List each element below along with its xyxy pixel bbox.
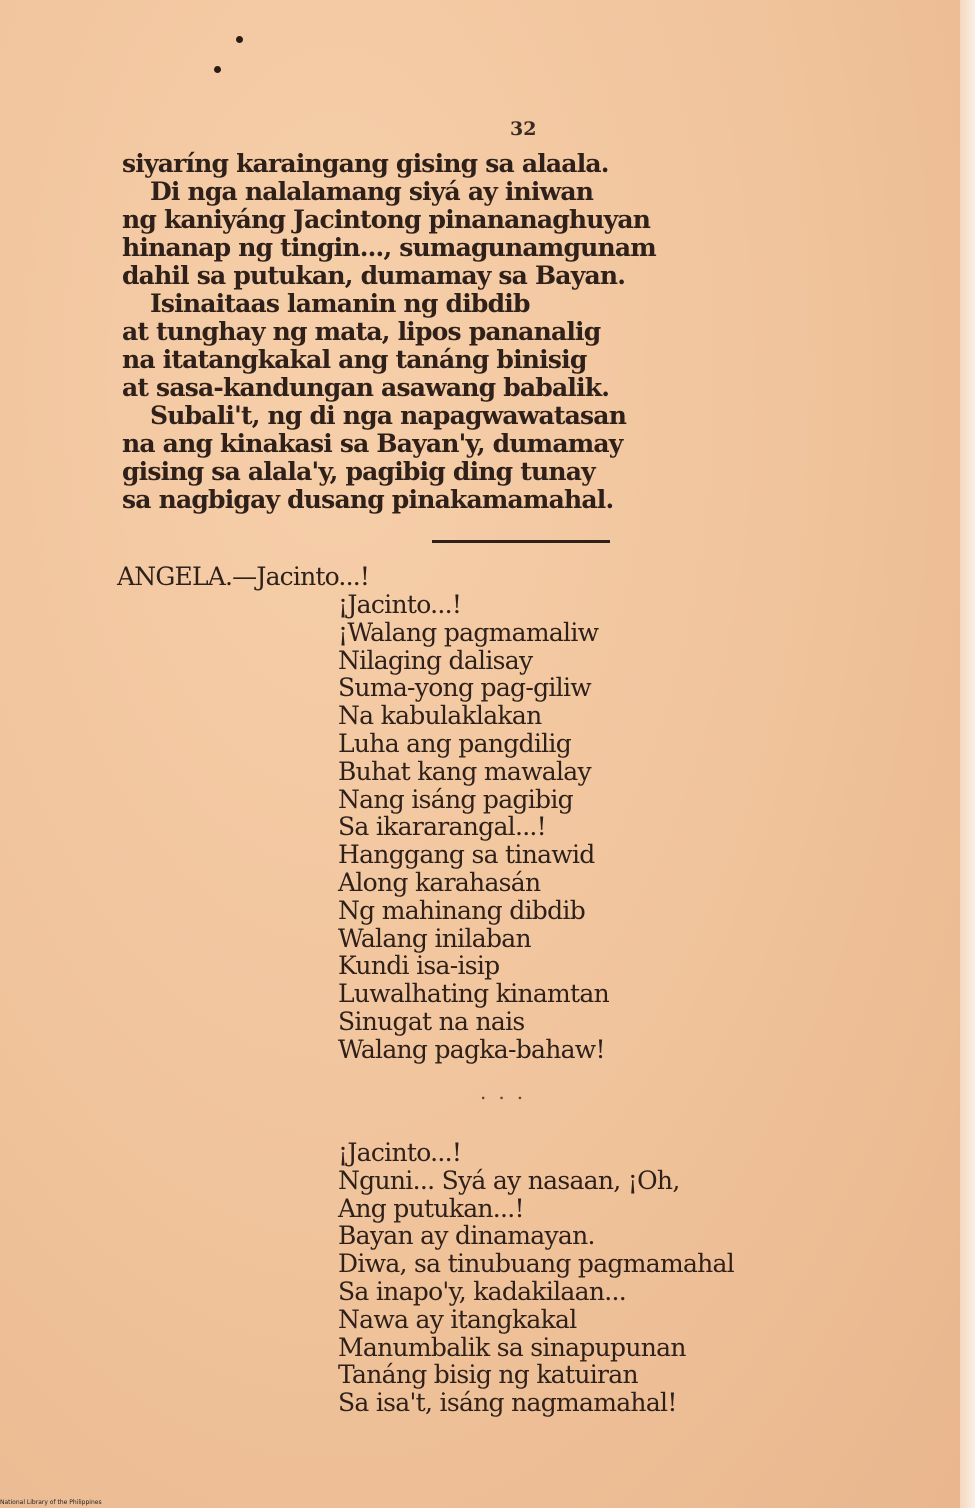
page-edge xyxy=(960,0,975,1508)
verse-line: Sa ikararangal...! xyxy=(338,812,547,842)
ink-spot xyxy=(214,66,221,73)
verse-line: Luwalhating kinamtan xyxy=(338,979,610,1009)
verse-line: ¡Jacinto...! xyxy=(338,1138,462,1167)
prose-line: Isinaitaas lamanin ng dibdib xyxy=(150,289,530,318)
page-number: 32 xyxy=(510,118,537,140)
speaker-line: ANGELA.—Jacinto...! xyxy=(117,562,370,591)
verse-line: Diwa, sa tinubuang pagmamahal xyxy=(338,1249,735,1279)
verse-line: Along karahasán xyxy=(338,867,541,897)
verse-stanza-2 xyxy=(338,1139,734,1417)
verse-line: Buhat kang mawalay xyxy=(338,756,591,786)
verse-line: Hanggang sa tinawid xyxy=(338,840,595,870)
verse-line: Ng mahinang dibdib xyxy=(338,895,585,925)
verse-line: Suma-yong pag-giliw xyxy=(338,673,591,703)
verse-line: ¡Walang pagmamaliw xyxy=(338,617,599,647)
prose-line: siyaríng karaingang gising sa alaala. xyxy=(122,149,609,178)
prose-line: hinanap ng tingin..., sumagunamgunam xyxy=(122,233,656,262)
verse-line: Tanáng bisig ng katuiran xyxy=(338,1360,638,1390)
verse-line: Nguni... Syá ay nasaan, ¡Oh, xyxy=(338,1165,680,1195)
verse-line: Nilaging dalisay xyxy=(338,645,533,675)
verse-line: Luha ang pangdilig xyxy=(338,728,572,758)
prose-line: at tunghay ng mata, lipos pananalig xyxy=(122,317,601,346)
stanza-ellipsis: ... xyxy=(480,1080,536,1104)
prose-line: dahil sa putukan, dumamay sa Bayan. xyxy=(122,261,626,290)
ink-spot xyxy=(236,36,243,43)
verse-line: Walang pagka-bahaw! xyxy=(338,1034,605,1064)
prose-line: ng kaniyáng Jacintong pinananaghuyan xyxy=(122,205,651,234)
prose-line: na ang kinakasi sa Bayan'y, dumamay xyxy=(122,429,623,458)
verse-line: Nawa ay itangkakal xyxy=(338,1304,577,1334)
prose-line: sa nagbigay dusang pinakamamahal. xyxy=(122,485,614,514)
verse-line: Nang isáng pagibig xyxy=(338,784,573,814)
verse-stanza-1 xyxy=(338,591,609,1064)
verse-line: Kundi isa-isip xyxy=(338,951,500,981)
prose-line: gising sa alala'y, pagibig ding tunay xyxy=(122,457,595,486)
verse-line: Sinugat na nais xyxy=(338,1006,525,1036)
verse-line: Bayan ay dinamayan. xyxy=(338,1221,595,1251)
verse-line: Manumbalik sa sinapupunan xyxy=(338,1332,686,1362)
section-divider xyxy=(432,540,610,543)
prose-block xyxy=(122,150,682,514)
prose-line: Di nga nalalamang siyá ay iniwan xyxy=(150,177,594,206)
library-footer: National Library of the Philippines xyxy=(0,1499,102,1506)
prose-line: na itatangkakal ang tanáng binisig xyxy=(122,345,587,374)
verse-line: Sa isa't, isáng nagmamahal! xyxy=(338,1388,677,1418)
prose-line: Subali't, ng di nga napagwawatasan xyxy=(150,401,627,430)
verse-line: Walang inilaban xyxy=(338,923,531,953)
verse-line: Na kabulaklakan xyxy=(338,701,542,731)
verse-line: Ang putukan...! xyxy=(338,1193,524,1223)
prose-line: at sasa-kandungan asawang babalik. xyxy=(122,373,610,402)
verse-line: Sa inapo'y, kadakilaan... xyxy=(338,1276,626,1306)
verse-line: ¡Jacinto...! xyxy=(338,590,462,619)
